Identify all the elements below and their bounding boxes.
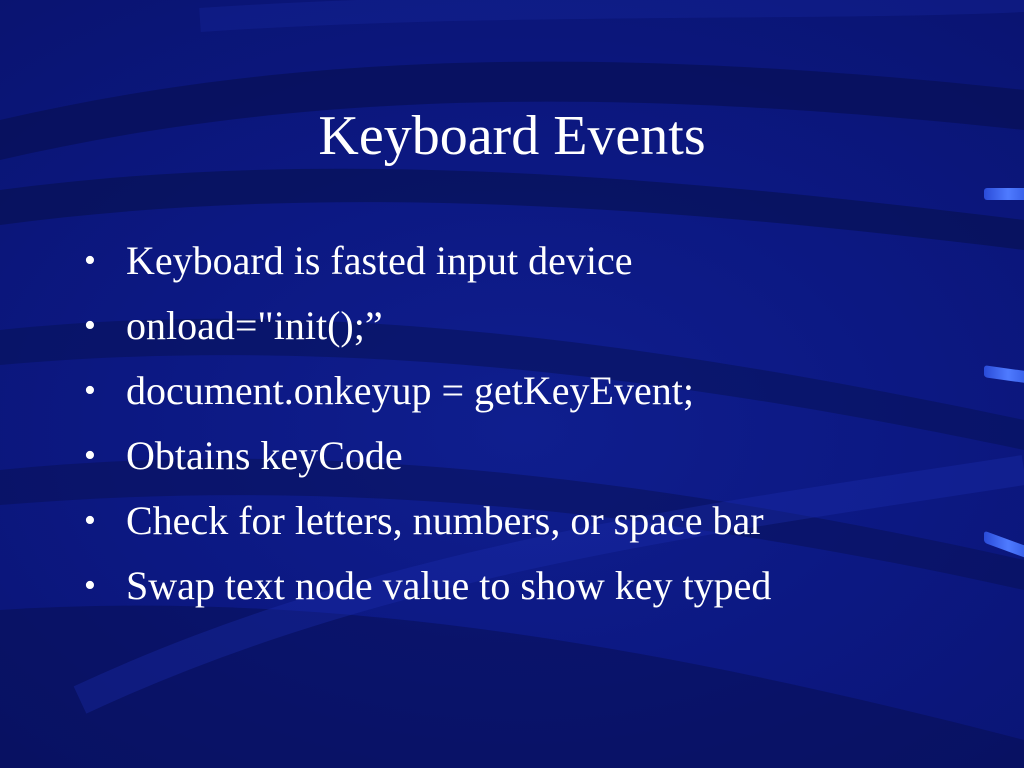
edge-accent-mark <box>984 188 1024 200</box>
bullet-text: Keyboard is fasted input device <box>126 238 633 283</box>
bullet-text: Check for letters, numbers, or space bar <box>126 498 764 543</box>
bullet-text: Obtains keyCode <box>126 433 403 478</box>
bullet-icon: • <box>84 437 96 474</box>
bullet-text: onload="init();” <box>126 303 383 348</box>
bullet-icon: • <box>84 567 96 604</box>
bullet-item <box>84 228 964 293</box>
bullet-list <box>84 228 964 618</box>
bullet-text: document.onkeyup = getKeyEvent; <box>126 368 694 413</box>
slide-title: Keyboard Events <box>318 105 706 167</box>
bullet-item <box>84 553 964 618</box>
bullet-icon: • <box>84 372 96 409</box>
bullet-item <box>84 358 964 423</box>
bullet-item <box>84 293 964 358</box>
bullet-icon: • <box>84 307 96 344</box>
bullet-text: Swap text node value to show key typed <box>126 563 772 608</box>
bullet-icon: • <box>84 502 96 539</box>
bullet-item <box>84 488 964 553</box>
bullet-item <box>84 423 964 488</box>
bullet-icon: • <box>84 242 96 279</box>
